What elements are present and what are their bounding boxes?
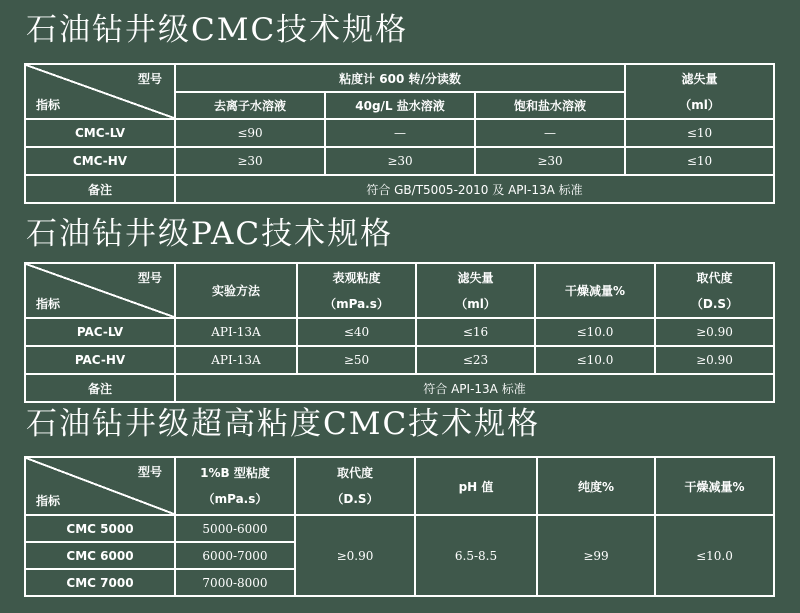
header-label: 滤失量 bbox=[457, 270, 494, 285]
corner-model-label: 型号 bbox=[137, 465, 162, 479]
value-cell: ≥30 bbox=[325, 147, 475, 175]
header-unit: （mPa.s） bbox=[202, 492, 268, 506]
table-row bbox=[25, 119, 774, 147]
section-title-uhv-cmc: 石油钻井级超高粘度CMC技术规格 bbox=[26, 406, 541, 442]
model-cell: CMC 7000 bbox=[25, 569, 175, 596]
col-test-method bbox=[175, 263, 297, 318]
shared-drying-loss-cell: ≤10.0 bbox=[655, 515, 774, 596]
model-cell: CMC-HV bbox=[25, 147, 175, 175]
col-drying-loss: 干燥减量% bbox=[655, 457, 774, 515]
value-cell: ≥0.90 bbox=[655, 318, 774, 346]
corner-model-label: 型号 bbox=[137, 271, 162, 285]
table-row bbox=[25, 515, 774, 542]
table-row bbox=[25, 147, 774, 175]
value-cell: — bbox=[325, 119, 475, 147]
header-unit: （D.S） bbox=[331, 492, 379, 506]
col-apparent-viscosity bbox=[297, 263, 416, 318]
note-row bbox=[25, 374, 774, 402]
fluid-loss-label: 滤失量 bbox=[681, 71, 718, 86]
shared-ph-cell: 6.5-8.5 bbox=[415, 515, 537, 596]
header-unit: （D.S） bbox=[690, 296, 739, 311]
value-cell: ≤23 bbox=[416, 346, 535, 374]
shared-purity-cell: ≥99 bbox=[537, 515, 655, 596]
model-cell: CMC 6000 bbox=[25, 542, 175, 569]
value-cell: API-13A bbox=[175, 346, 297, 374]
header-label: 干燥减量% bbox=[564, 283, 626, 298]
value-cell: ≤10.0 bbox=[535, 346, 655, 374]
value-cell: ≤10 bbox=[625, 119, 774, 147]
value-cell: ≥30 bbox=[175, 147, 325, 175]
note-label: 备注 bbox=[25, 374, 175, 402]
fluid-loss-unit: （ml） bbox=[679, 97, 720, 112]
corner-index-label: 指标 bbox=[36, 98, 61, 112]
header-label: 取代度 bbox=[336, 466, 373, 480]
model-cell: CMC 5000 bbox=[25, 515, 175, 542]
cmc-spec-table bbox=[24, 63, 775, 204]
corner-model-label: 型号 bbox=[137, 72, 162, 86]
value-cell: ≤90 bbox=[175, 119, 325, 147]
note-text: 符合 API-13A 标准 bbox=[175, 374, 774, 402]
table-row bbox=[25, 346, 774, 374]
corner-header-cell bbox=[25, 263, 175, 318]
value-cell: ≥50 bbox=[297, 346, 416, 374]
corner-index-label: 指标 bbox=[36, 494, 61, 508]
pac-spec-table bbox=[24, 262, 775, 403]
model-cell: CMC-LV bbox=[25, 119, 175, 147]
value-cell: 6000-7000 bbox=[175, 542, 295, 569]
value-cell: ≤10 bbox=[625, 147, 774, 175]
col-drying-loss bbox=[535, 263, 655, 318]
viscosity-header: 粘度计 600 转/分读数 bbox=[175, 64, 625, 92]
header-label: 1%B 型粘度 bbox=[200, 466, 270, 480]
col-degree-substitution bbox=[295, 457, 415, 515]
section-title-cmc: 石油钻井级CMC技术规格 bbox=[26, 12, 409, 48]
model-cell: PAC-LV bbox=[25, 318, 175, 346]
header-label: 实验方法 bbox=[211, 283, 260, 298]
value-cell: — bbox=[475, 119, 625, 147]
header-label: 取代度 bbox=[696, 270, 733, 285]
col-purity: 纯度% bbox=[537, 457, 655, 515]
value-cell: ≤40 bbox=[297, 318, 416, 346]
note-label: 备注 bbox=[25, 175, 175, 203]
col-b-viscosity bbox=[175, 457, 295, 515]
note-text: 符合 GB/T5005-2010 及 API-13A 标准 bbox=[175, 175, 774, 203]
note-row bbox=[25, 175, 774, 203]
col-deionized: 去离子水溶液 bbox=[175, 92, 325, 119]
section-title-pac: 石油钻井级PAC技术规格 bbox=[26, 216, 394, 252]
shared-ds-cell: ≥0.90 bbox=[295, 515, 415, 596]
corner-header-cell bbox=[25, 457, 175, 515]
value-cell: ≥30 bbox=[475, 147, 625, 175]
uhv-cmc-spec-table bbox=[24, 456, 775, 597]
header-unit: （mPa.s） bbox=[324, 296, 389, 311]
corner-header-cell bbox=[25, 64, 175, 119]
col-degree-substitution bbox=[655, 263, 774, 318]
value-cell: API-13A bbox=[175, 318, 297, 346]
model-cell: PAC-HV bbox=[25, 346, 175, 374]
value-cell: ≤10.0 bbox=[535, 318, 655, 346]
value-cell: 5000-6000 bbox=[175, 515, 295, 542]
fluid-loss-header bbox=[625, 64, 774, 119]
col-fluid-loss bbox=[416, 263, 535, 318]
header-label: 表观粘度 bbox=[332, 270, 381, 285]
col-ph: pH 值 bbox=[415, 457, 537, 515]
corner-index-label: 指标 bbox=[36, 297, 61, 311]
col-saturated-brine: 饱和盐水溶液 bbox=[475, 92, 625, 119]
value-cell: ≤16 bbox=[416, 318, 535, 346]
value-cell: ≥0.90 bbox=[655, 346, 774, 374]
value-cell: 7000-8000 bbox=[175, 569, 295, 596]
header-unit: （ml） bbox=[455, 296, 496, 311]
col-brine-40: 40g/L 盐水溶液 bbox=[325, 92, 475, 119]
table-row bbox=[25, 318, 774, 346]
